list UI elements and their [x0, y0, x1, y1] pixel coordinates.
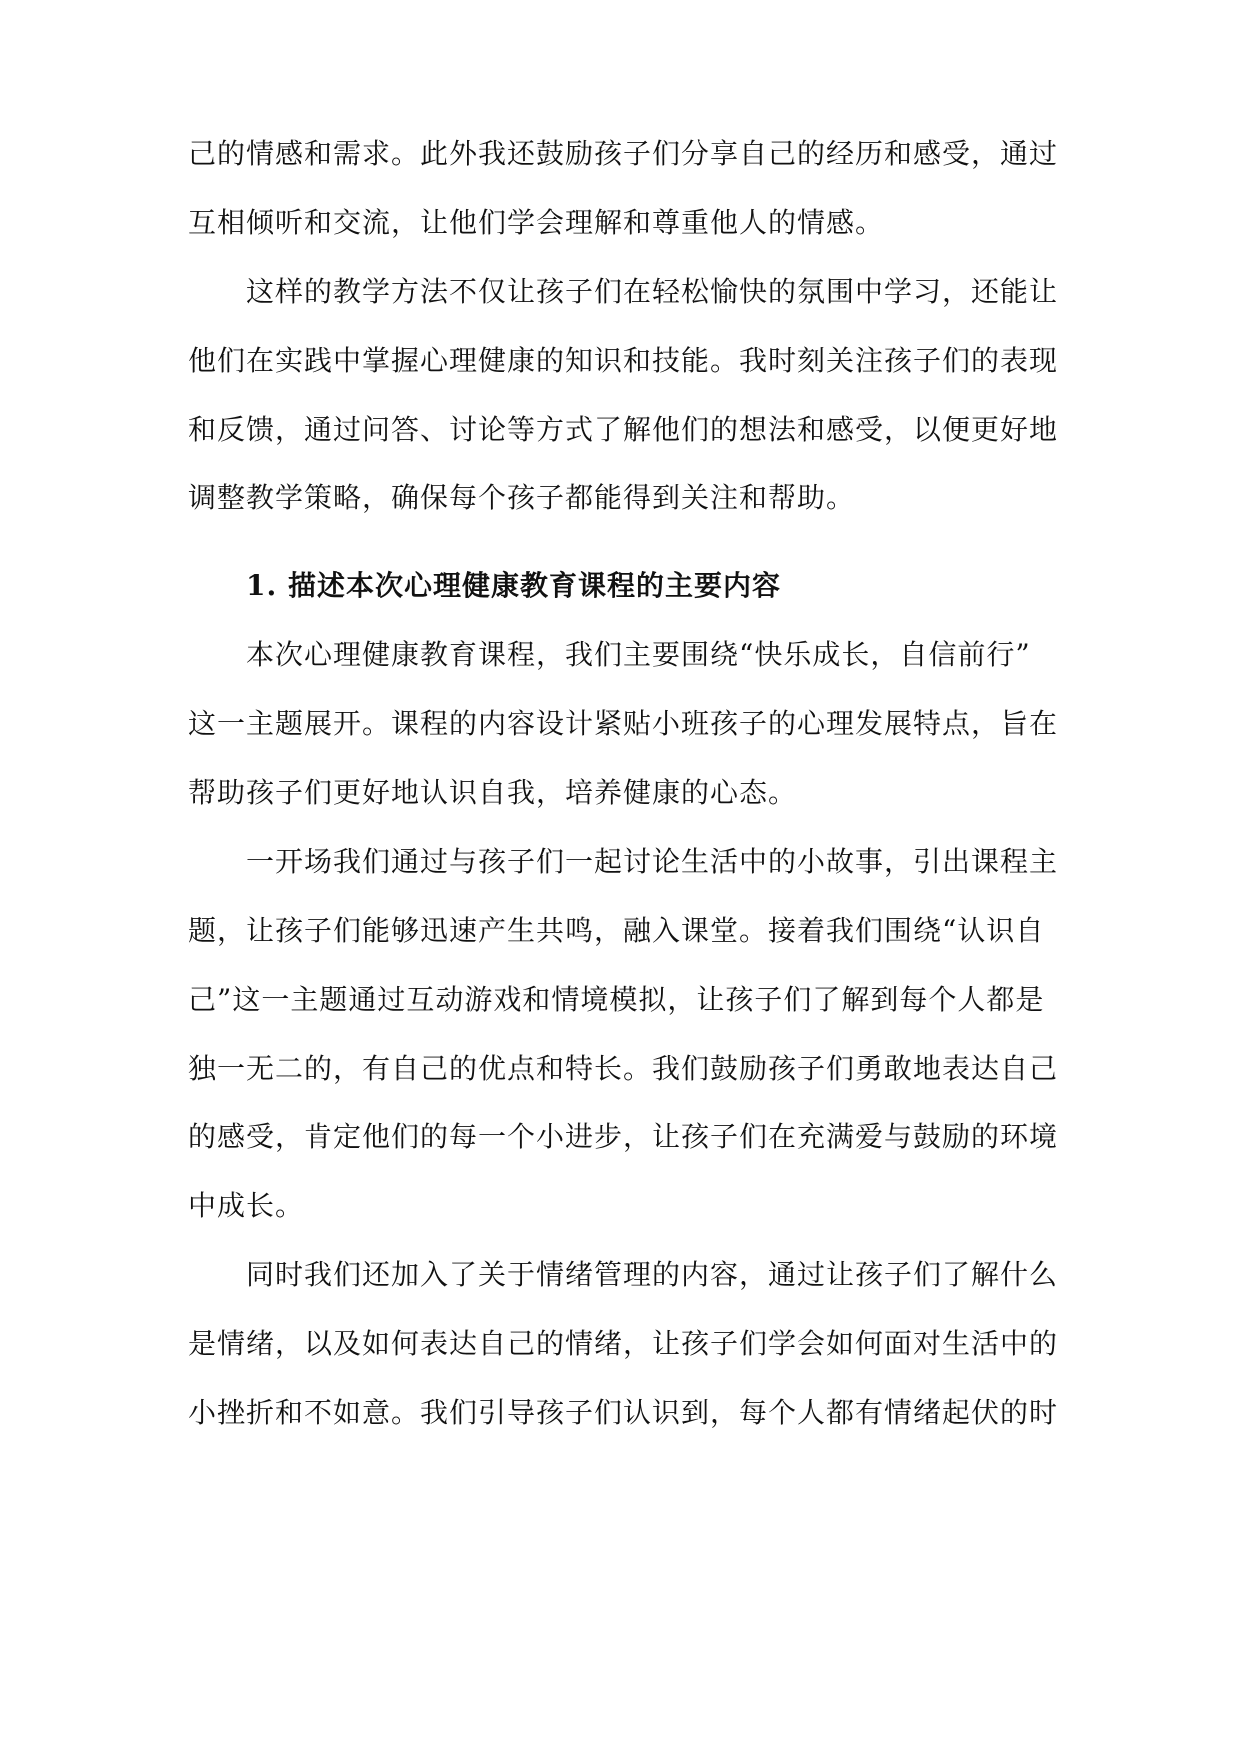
text-line: 己”这一主题通过互动游戏和情境模拟，让孩子们了解到每个人都是	[188, 983, 1045, 1016]
text-line: 中成长。	[188, 1189, 305, 1222]
text-line: 他们在实践中掌握心理健康的知识和技能。我时刻关注孩子们的表现	[188, 344, 1059, 377]
text-line: 这一主题展开。课程的内容设计紧贴小班孩子的心理发展特点，旨在	[188, 707, 1059, 740]
text-line: 帮助孩子们更好地认识自我，培养健康的心态。	[188, 776, 798, 809]
text-line: 己的情感和需求。此外我还鼓励孩子们分享自己的经历和感受，通过	[188, 137, 1059, 170]
text-line: 本次心理健康教育课程，我们主要围绕“快乐成长，自信前行”	[246, 638, 1031, 671]
text-line: 的感受，肯定他们的每一个小进步，让孩子们在充满爱与鼓励的环境	[188, 1120, 1059, 1153]
text-line: 小挫折和不如意。我们引导孩子们认识到，每个人都有情绪起伏的时	[188, 1396, 1059, 1429]
text-line: 一开场我们通过与孩子们一起讨论生活中的小故事，引出课程主	[246, 845, 1059, 878]
text-line: 独一无二的，有自己的优点和特长。我们鼓励孩子们勇敢地表达自己	[188, 1052, 1059, 1085]
text-line: 是情绪，以及如何表达自己的情绪，让孩子们学会如何面对生活中的	[188, 1327, 1059, 1360]
text-line: 和反馈，通过问答、讨论等方式了解他们的想法和感受，以便更好地	[188, 413, 1059, 446]
text-line: 同时我们还加入了关于情绪管理的内容，通过让孩子们了解什么	[246, 1258, 1059, 1291]
text-line: 调整教学策略，确保每个孩子都能得到关注和帮助。	[188, 481, 856, 514]
text-line: 互相倾听和交流，让他们学会理解和尊重他人的情感。	[188, 206, 885, 239]
section-heading: 1. 描述本次心理健康教育课程的主要内容	[246, 569, 781, 602]
text-line: 题，让孩子们能够迅速产生共鸣，融入课堂。接着我们围绕“认识自	[188, 914, 1045, 947]
text-line: 这样的教学方法不仅让孩子们在轻松愉快的氛围中学习，还能让	[246, 275, 1059, 308]
